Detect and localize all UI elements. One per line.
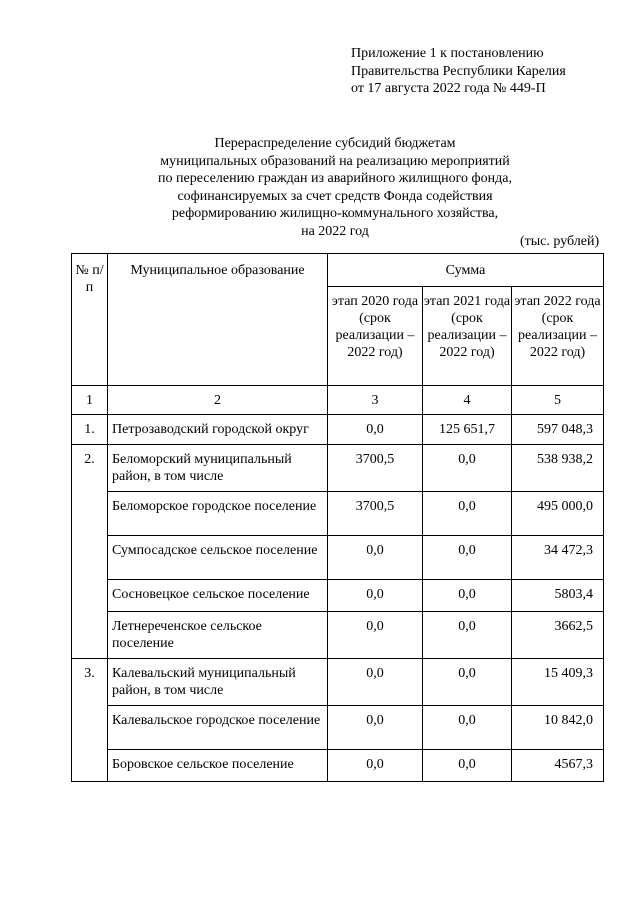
table-row xyxy=(72,706,604,750)
header-sum: Сумма xyxy=(328,254,604,287)
title-line: софинансируемых за счет средств Фонда содействия xyxy=(177,188,493,204)
value-2022: 597 048,3 xyxy=(512,415,604,445)
value-2020: 0,0 xyxy=(328,750,423,782)
title-line: муниципальных образований на реализацию мероприятий xyxy=(160,153,510,169)
value-2022: 15 409,3 xyxy=(512,659,604,706)
municipality-name: Петрозаводский городской округ xyxy=(108,415,328,445)
row-number: 2. xyxy=(72,445,108,659)
row-number: 1. xyxy=(72,415,108,445)
value-2020: 0,0 xyxy=(328,612,423,659)
table-row xyxy=(72,580,604,612)
subsidy-table xyxy=(71,253,604,782)
value-2020: 0,0 xyxy=(328,536,423,580)
value-2022: 5803,4 xyxy=(512,580,604,612)
index-cell: 1 xyxy=(72,386,108,415)
table-row xyxy=(72,492,604,536)
municipality-name: Калевальское городское поселение xyxy=(108,706,328,750)
value-2021: 0,0 xyxy=(423,750,512,782)
municipality-name: Сосновецкое сельское поселение xyxy=(108,580,328,612)
appendix-line: от 17 августа 2022 года № 449-П xyxy=(351,81,546,96)
municipality-name: Летнереченское сельское поселение xyxy=(108,612,328,659)
index-cell: 4 xyxy=(423,386,512,415)
value-2021: 0,0 xyxy=(423,659,512,706)
value-2021: 0,0 xyxy=(423,536,512,580)
municipality-name: Сумпосадское сельское поселение xyxy=(108,536,328,580)
value-2022: 4567,3 xyxy=(512,750,604,782)
title-line: по переселению граждан из аварийного жилищного фонда, xyxy=(158,171,512,186)
value-2022: 538 938,2 xyxy=(512,445,604,492)
header-num: № п/п xyxy=(72,254,108,386)
municipality-name: Беломорский муниципальный район, в том числе xyxy=(108,445,328,492)
header-name: Муниципальное образование xyxy=(108,254,328,386)
title-line: Перераспределение субсидий бюджетам xyxy=(214,136,456,151)
title-line: реформированию жилищно-коммунального хозяйства, xyxy=(171,206,499,221)
value-2022: 495 000,0 xyxy=(512,492,604,536)
index-cell: 3 xyxy=(328,386,423,415)
value-2022: 10 842,0 xyxy=(512,706,604,750)
value-2020: 0,0 xyxy=(328,706,423,750)
header-stage-2020: этап 2020 года (срок реализации – 2022 год) xyxy=(328,287,423,386)
value-2022: 3662,5 xyxy=(512,612,604,659)
value-2020: 0,0 xyxy=(328,580,423,612)
appendix-header xyxy=(351,45,566,98)
value-2021: 0,0 xyxy=(423,445,512,492)
value-2021: 0,0 xyxy=(423,580,512,612)
title-line: на 2022 год xyxy=(301,223,369,239)
index-row xyxy=(72,386,604,415)
document-title xyxy=(90,135,580,240)
table-row xyxy=(72,445,604,492)
table-row xyxy=(72,750,604,782)
index-cell: 5 xyxy=(512,386,604,415)
municipality-name: Боровское сельское поселение xyxy=(108,750,328,782)
value-2020: 0,0 xyxy=(328,659,423,706)
value-2021: 125 651,7 xyxy=(423,415,512,445)
municipality-name: Калевальский муниципальный район, в том числе xyxy=(108,659,328,706)
index-cell: 2 xyxy=(108,386,328,415)
value-2022: 34 472,3 xyxy=(512,536,604,580)
value-2021: 0,0 xyxy=(423,612,512,659)
appendix-line: Приложение 1 к постановлению xyxy=(351,46,544,61)
table-row xyxy=(72,536,604,580)
header-stage-2021: этап 2021 года (срок реализации – 2022 год) xyxy=(423,287,512,386)
table-row xyxy=(72,659,604,706)
table-row xyxy=(72,415,604,445)
value-2020: 0,0 xyxy=(328,415,423,445)
value-2020: 3700,5 xyxy=(328,445,423,492)
appendix-line: Правительства Республики Карелия xyxy=(351,63,566,79)
value-2020: 3700,5 xyxy=(328,492,423,536)
units-label: (тыс. рублей) xyxy=(520,234,600,249)
row-number: 3. xyxy=(72,659,108,782)
value-2021: 0,0 xyxy=(423,492,512,536)
table-row xyxy=(72,612,604,659)
municipality-name: Беломорское городское поселение xyxy=(108,492,328,536)
header-stage-2022: этап 2022 года (срок реализации – 2022 год) xyxy=(512,287,604,386)
value-2021: 0,0 xyxy=(423,706,512,750)
